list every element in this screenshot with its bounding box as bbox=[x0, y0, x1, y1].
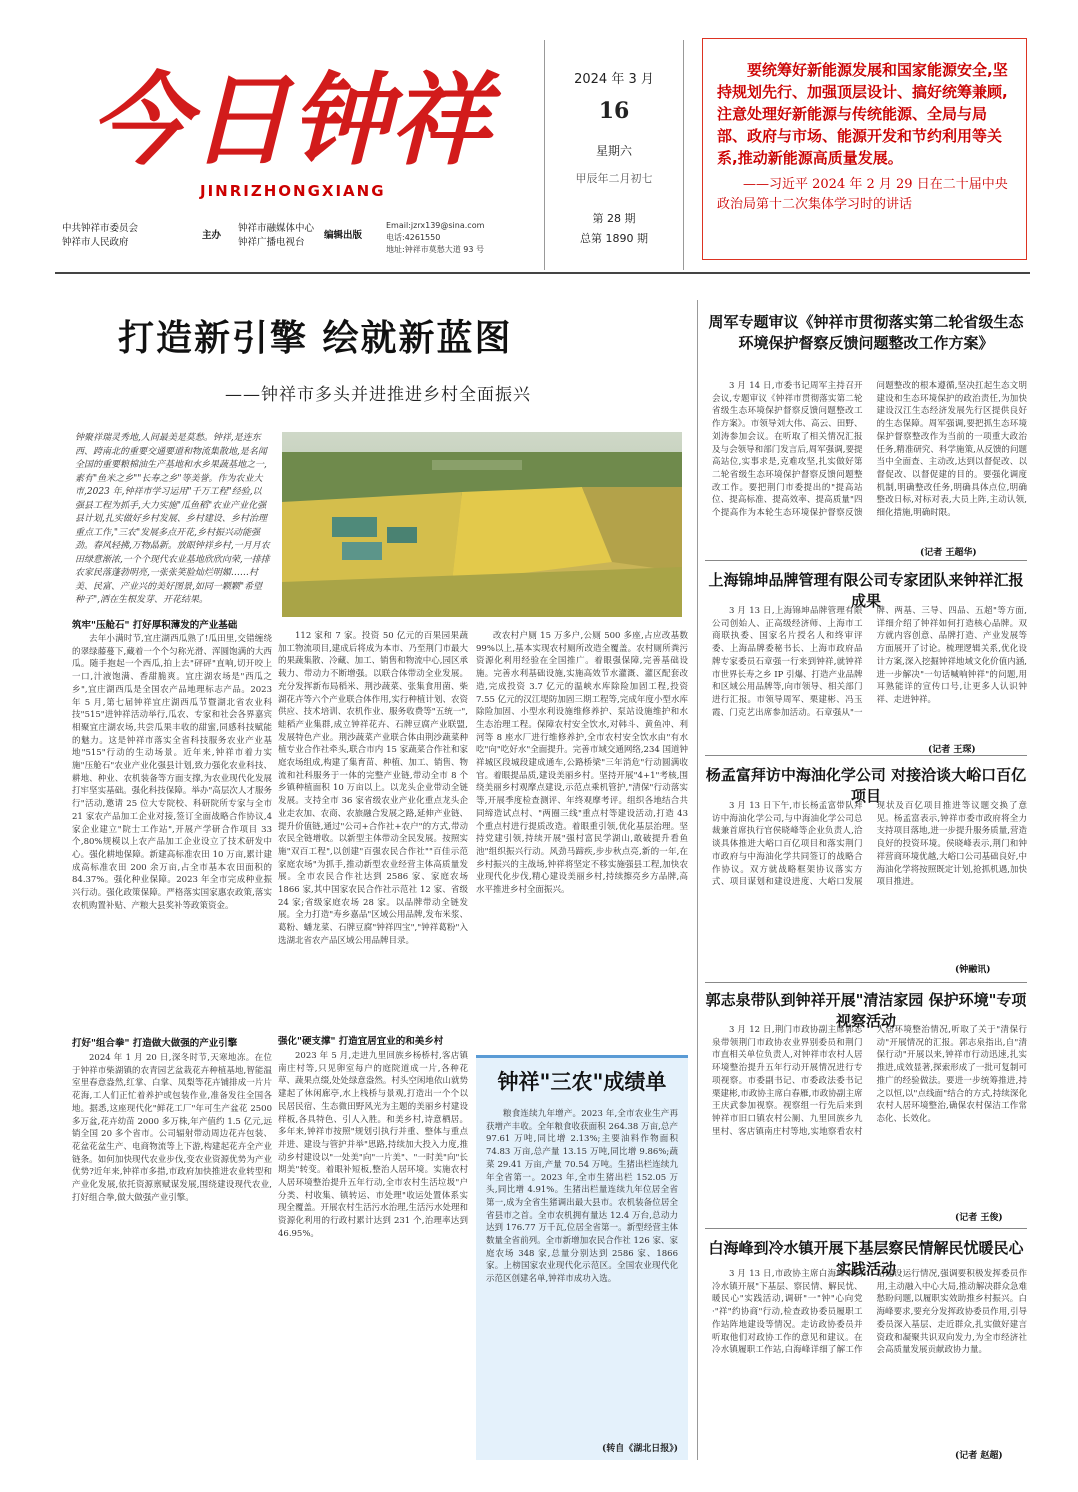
publisher-role: 编辑出版 bbox=[324, 230, 363, 241]
quote-text: 要统筹好新能源发展和国家能源安全,坚持规划先行、加强顶层设计、搞好统筹兼顾,注意处理好新能源与传统能源、全局与局部、政府与市场、能源开发和节约利用等关系,推动新能源高质量发展。 bbox=[717, 61, 1008, 167]
quote-source: ——习近平 2024 年 2 月 29 日在二十届中央政治局第十二次集体学习时的讲话 bbox=[717, 177, 1008, 212]
column-divider bbox=[697, 300, 698, 1460]
publisher-2: 钟祥广播电视台 bbox=[238, 237, 305, 248]
section-2-title: 打好"组合拳" 打造做大做强的产业引擎 bbox=[72, 1038, 238, 1049]
sannong-credit: (转自《湖北日报》) bbox=[601, 1444, 678, 1454]
masthead-divider bbox=[55, 272, 1030, 274]
right-story-2-title: 上海锦坤品牌管理有限公司专家团队来钟祥汇报成果 bbox=[708, 571, 1024, 610]
issue-number: 第 28 期 bbox=[592, 212, 636, 225]
section-1-title: 筑牢"压舱石" 打好厚积薄发的产业基础 bbox=[72, 620, 238, 631]
rule bbox=[705, 1228, 1027, 1229]
right-story-5-text: 3 月 13 日,市政协主席白海峰来到冷水镇开展"下基层、察民情、解民忧、暖民心"实践活动,调研"一"钟"心向党·"祥"约协商"行动,检查政协委员履职工作站阵地建设等情况。走访政协委员并听取他们对政协工作的意见和建议。在冷水镇履职工作站,白海峰详细了解工作站建设运行情况,强调要积极发挥委员作用,主动融入中心大局,推动解决群众急难愁盼问题,以履职实效助推乡村振兴。白海峰要求,要充分发挥政协委员作用,引导委员深入基层、走近群众,扎实做好建言资政和凝聚共识双向发力,为全市经济社会高质量发展贡献政协力量。 bbox=[712, 1269, 1027, 1356]
rule bbox=[705, 982, 1027, 983]
main-subhead: ——钟祥市多头并进推进乡村全面振兴 bbox=[225, 385, 531, 405]
contact-info bbox=[386, 220, 526, 256]
farmland-photo bbox=[282, 432, 682, 617]
main-column-3: 改农村户厕 15 万多户,公厕 500 多座,占应改基数 99%以上,基本实现农村厕所改造全覆盖。农村厕所粪污资源化利用经验在全国推广。着眼强保障,完善基础设施。完善水利基础设施,实施高效节水灌溉、灌区配套改造,完成投资 3.7 亿元的温峡水库除险加固工程,投资 7.55 亿元的汉江堤防加固三期工程等,完成年度小型水库除险加固、小型水利设施维修养护、泵站设施维护和水生态治理工程。保障农村安全饮水,对韩斗、黄鱼冲、利河等 8 座水厂进行维修养护,全市农村安全饮水由"有水吃"向"吃好水"全面提升。完善市域交通网络,234 国道钟祥城区段城段建成通车,公路桥梁"三年消危"行动圆满收官。着眼提品质,建设美丽乡村。坚持开展"4+1"考核,围绕美丽乡村观摩点建设,示范点乘机管护,"清保"行动落实等,开展季度检查测评、年终观摩考评。组织各地结合共同缔造试点村、"两圈三线"重点村等建设活动,打造 43 个重点村进行提质改造。着眼重引领,优化基层治理。坚持党建引领,持续开展"强村富民学湖山,敢破提升看鱼池"组织振兴行动。风劲马蹄疾,步步秋点亮,新的一年,在乡村振兴的主战场,钟祥将坚定不移实施强县工程,加快农业现代化步伐,精心建设美丽乡村,持续擦亮乡方品牌,高水平推进乡村全面振兴。 bbox=[476, 631, 688, 896]
sponsor-role: 主办 bbox=[202, 230, 222, 241]
right-story-3-text: 3 月 13 日下午,市长杨孟富带队拜访中海油化学公司,与中海油化学公司总裁兼首席执行官侯晓峰等企业负责人,洽谈具体推进大峪口百亿项目和落实荆门市政府与中海油化学共同签订的战略合作协议。双方就战略框架协议落实方式、项目谋划和建设进度、大峪口发展现状及百亿项目推进等议题交换了意见。杨孟富表示,钟祥市委市政府将全力支持项目落地,进一步提升服务质量,营造良好的投资环境。侯晓峰表示,荆门和钟祥营商环境优越,大峪口公司基础良好,中海油化学将按照既定计划,抢抓机遇,加快项目推进。 bbox=[712, 801, 1027, 888]
masthead-pinyin: JINRIZHONGXIANG bbox=[200, 182, 386, 200]
masthead-logo bbox=[80, 40, 490, 190]
sannong-title: 钟祥"三农"成绩单 bbox=[497, 1070, 667, 1094]
quote-box bbox=[702, 38, 1027, 260]
section-1-text: 去年小满时节,宜庄湖西瓜熟了!瓜田里,交错缠绕的翠绿藤蔓下,藏着一个个匀称光滑、浑圆饱满的大西瓜。随手抱起一个西瓜,拍上去"砰砰"直响,切开咬上一口,汁液饱满、香甜脆爽。宜庄湖农场是"西瓜之乡",宜庄湖西瓜是全国农产品地理标志产品。2023 年 5 月,第七届钟祥宜庄湖西瓜节暨湖北省农业科技"515"进钟祥活动举行,瓜农、专家和社会各界嘉宾相聚宜庄湖农场,共尝瓜果丰收的甜蜜,同感科技赋能的魅力。这是钟祥市落实全省科技服务农业产业基地"515"行动的生动场景。近年来,钟祥市着力实施"压舱石"农业产业化强县计划,致力强化农业科技、耕地、种业、农机装备等方面支撑,为农业现代化发展打牢坚实基础。强化科技保障。举办"高层次人才服务行"活动,邀请 25 位大专院校、科研院所专家与全市 21 家农产品加工企业对接,签订全面战略合作协议,4 家企业建立"院士工作站",开展产学研合作项目 33 个,80%规模以上农产品加工企业设立了技术研发中心。强化耕地保障。新建高标准农田 10 万亩,累计建成高标准农田 200 余万亩,占全市基本农田面积的 84.37%。强化种业保障。2023 年全市完成种业振兴行动。强化政策保障。严格落实国家惠农政策,落实农机购置补贴、产粮大县奖补等政策资金。 bbox=[72, 634, 272, 911]
contact-address: 地址:钟祥市莫愁大道 93 号 bbox=[386, 245, 484, 254]
right-story-1-byline: (记者 王超华) bbox=[920, 548, 977, 558]
date-day: 16 bbox=[598, 98, 630, 124]
sannong-text: 粮食连续九年增产。2023 年,全市农业生产再获增产丰收。全年粮食收获面积 264.38 万亩,总产 97.61 万吨,同比增 2.13%;主要油料作物面积 74.83 万亩,总产量 13.15 万吨,同比增 9.86%;蔬菜 29.41 万亩,产量 70.54 万吨。生猪出栏连续九年全省第一。2023 年,全市生猪出栏 152.05 万头,同比增 4.91%。生猪出栏量连续九年位居全省第一,成为全省生猪调出最大县市。农机装备位居全省县市之首。全市农机拥有量达 12.4 万台,总动力达到 176.77 万千瓦,位居全省第一。新型经营主体数量全省前列。全市新增加农民合作社 126 家、家庭农场 348 家,总量分别达到 2586 家、1866 家。上榜国家农业现代化示范区。全国农业现代化示范区创建名单,钟祥市成功入选。 bbox=[486, 1109, 678, 1285]
main-lead: 钟聚祥瑞灵秀地,人间最美是莫愁。钟祥,是连东西、跨南北的重要交通要道和物流集散地,是名闻全国的重要粮棉油生产基地和水乡果蔬基地之一,素有"鱼米之乡""长寿之乡"等美誉。作为农业大市,2023 年,钟祥市学习运用"千万工程"经验,以强县工程为抓手,大力实施"瓜鱼稻"农业产业化强县计划,扎实做好乡村发展、乡村建设、乡村治理重点工作,"三农"发展多点开花,乡村振兴动能强劲。春风轻拂,万物晶新。放眼钟祥乡村,一月月农田绿意渐浓,一个个现代农业基地欣欣向荣,一排排农家民落蓬勃明亮,一张张笑脸灿烂明媚……村美、民富、产业兴的美好图景,如同一颗颗"希望种子",洒在生根发芽、开花结果。 bbox=[75, 433, 270, 605]
date-year-month: 2024 年 3 月 bbox=[574, 72, 654, 87]
sponsor-1: 中共钟祥市委员会 bbox=[62, 223, 139, 234]
contact-phone: 电话:4261550 bbox=[386, 233, 441, 242]
right-story-4-text: 3 月 12 日,荆门市政协副主席郭志泉带领荆门市政协农业界别委员和荆门市直相关单位负责人,对钟祥市农村人居环境整治提升五年行动开展情况进行专项视察。市委副书记、市委政法委书记栗建彬,市政协主席白春雁,市政协副主席王庆武参加视察。视察组一行先后来到钟祥市旧口镇农村公厕、九里回族乡九里村、客店镇南庄村等地,实地察看农村人居环境整治情况,听取了关于"清保行动"开展情况的汇报。郭志泉指出,自"清保行动"开展以来,钟祥市行动迅速,扎实推进,成效显著,探索形成了一批可复制可推广的经验做法。要进一步统筹推进,持之以恒,以"点线面"结合的方式,持续深化农村人居环境整治,确保农村保洁工作常态化、长效化。 bbox=[712, 1025, 1027, 1137]
date-weekday: 星期六 bbox=[595, 144, 632, 158]
right-story-1-title: 周军专题审议《钟祥市贯彻落实第二轮省级生态环境保护督察反馈问题整改工作方案》 bbox=[708, 313, 1024, 352]
right-story-3-byline: (钟融讯) bbox=[955, 965, 991, 975]
logo-text: 今日钟祥 bbox=[90, 61, 490, 179]
right-story-4-byline: (记者 王俊) bbox=[955, 1213, 1003, 1223]
sponsor-2: 钟祥市人民政府 bbox=[62, 237, 129, 248]
right-story-5-byline: (记者 赵超) bbox=[955, 1451, 1003, 1461]
right-story-5-title: 白海峰到冷水镇开展下基层察民情解民忧暖民心实践活动 bbox=[708, 1239, 1024, 1278]
date-lunar: 甲辰年二月初七 bbox=[575, 172, 653, 185]
section-3-text: 2023 年 5 月,走进九里回族乡杨桥村,客店镇南庄村等,只见卵室每户的庭院道成一片,各种花草、蔬果点缀,处处绿意盎然。村头空闲地依山就势建起了休闲廊亭,水上栈桥与景观,打造出一个个以民居民宿、生态微田野风光为主题的美丽乡村建设样板,各具特色、引人入胜。和美乡村,诗意栖居。多年来,钟祥市按照"规划引执行并重、整体与重点并进、建设与管护并举"思路,持续加大投入力度,推动乡村建设以"一处美"向"一片美"、"一时美"向"长期美"转变。着眼补短板,整治人居环境。实施农村人居环境整治提升五年行动,全市农村生活垃圾"户分类、村收集、镇转运、市处理"收运处置体系实现全覆盖。开展农村生活污水治理,生活污水处理和资源化利用的行政村累计达到 231 个,治理率达到 46.95%。 bbox=[278, 1051, 468, 1239]
sannong-scorecard bbox=[476, 1055, 688, 1460]
section-2-text: 2024 年 1 月 20 日,深冬时节,天寒地冻。在位于钟祥市柴湖镇的农青园艺盆栽花卉种植基地,智能温室里春意盎然,红掌、白掌、凤梨等花卉铺排成一片片花海,工人们正忙着养护或包装作业,准备发往全国各地。据悉,这座现代化"鲜花工厂"年可生产盆花 2500 多万盆,花卉幼苗 2000 多万株,年产值约 1.5 亿元,远销全国 20 多个省市。公司辐射带动周边花卉包装、花盆花盆生产、电商物流等上下游,构建起花卉全产业链条。如何加快现代农业步伐,变农业资源优势为产业优势?近年来,钟祥市多措,市政府加快推进农业转型和产业化发展,依托资源禀赋谋发展,围绕建设现代农业,打好组合拳,做大做强产业引擎。 bbox=[72, 1053, 272, 1203]
right-story-1-text: 3 月 14 日,市委书记周军主持召开会议,专题审议《钟祥市贯彻落实第二轮省级生态环境保护督察反馈问题整改工作方案》。市领导刘大伟、高云、田野、刘涛参加会议。在听取了相关情况汇报及与会领导和部门发言后,周军强调,要提高站位,实事求是,克难攻坚,扎实做好第二轮省级生态环境保护督察反馈问题整改工作。要把荆门市委提出的"提高站位、提高标准、提高效率、提高质量"四个提高作为本轮生态环境保护督察反馈问题整改的根本遵循,坚决扛起生态文明建设和生态环境保护的政治责任,为加快建设汉江生态经济发展先行区提供良好的生态保障。周军强调,要把抓生态环境保护督察整改作为当前的一项重大政治任务,精准研究、科学施策,从反馈的问题当中全面查、主动改,达到以督促改、以督促改、以督促建的目的。要强化调度机制,明确整改任务,明确具体点位,明确整改日标,对标对表,大员上阵,主动认领,细化措施,明确时限。 bbox=[712, 381, 1027, 519]
publisher-1: 钟祥市融媒体中心 bbox=[238, 223, 315, 234]
right-story-4-title: 郭志泉带队到钟祥开展"清洁家园 保护环境"专项视察活动 bbox=[705, 991, 1027, 1030]
rule bbox=[705, 755, 1027, 756]
right-story-2-byline: (记者 王琛) bbox=[928, 745, 976, 755]
date-box bbox=[544, 40, 684, 270]
main-headline: 打造新引擎 绘就新蓝图 bbox=[118, 318, 513, 359]
rule bbox=[705, 560, 1027, 561]
right-story-2-text: 3 月 13 日,上海锦坤品牌管理有限公司创始人、正高级经济师、上海市工商联执委、国家名片授名人和终审评委、上海品牌委秘书长、上海市政府品牌专家委员石章强一行来到钟祥,就钟祥市世界长寿之乡 IP 引爆、打造产业品牌和区域公用品牌等,向市领导、相关部门进行汇报。市领导周军、栗建彬、冯玉霞、门克艺出席参加活动。石章强从"一牌、两基、三导、四品、五超"等方面,详细介绍了钟祥如何打造核心品牌。双方就内容创意、品牌打造、产业发展等方面展开了讨论。梳理逻辑关系,优化设计方案,深入挖掘钟祥地域文化价值内涵,进一步解决"一句话喊响钟祥"的问题,用耳熟能详的宣传口号,让更多人认识钟祥、走进钟祥。 bbox=[712, 606, 1027, 718]
main-column-2: 112 家和 7 家。投资 50 亿元的百果园果蔬加工物流项目,建成后将成为本市、乃至荆门市最大的果蔬集散、冷藏、加工、销售和物流中心,园区承载力、带动力不断增强。以联合体带动全业发展。充分发挥新布局稻米、荆沙蔬菜、张集食用菌、柴湖花卉等六个产业联合体作用,实行种植计划、农资供应、技术培训、农机作业、服务收费等"五统一",蛙稻产业集群,成立钟祥花卉、石牌豆腐产业联盟,发展特色产业。荆沙蔬菜产业联合体由荆沙蔬菜种植专业合作社牵头,联合市内 15 家蔬菜合作社和家庭农场组成,构建了集育苗、种植、加工、销售、物流和社科服务于一体的完整产业链,带动全市 8 个乡镇种植面积 10 万亩以上。以龙头企业带动全链发展。支持全市 36 家省级农业产业化重点龙头企业走农加、农商、农旅融合发展之路,延伸产业链、提升价值链,通过"公司+合作社+农户"的方式,带动农民全链增收。以新型主体带动全民发展。按照实施"双百工程",以创建"百强农民合作社""百佳示范家庭农场"为抓手,推动新型农业经营主体高质量发展。全市农民合作社达到 2586 家、家庭农场 1866 家,其中国家农民合作社示范社 12 家、省级 24 家;省级家庭农场 28 家。以品牌带动全链发展。全力打造"寿乡嘉品"区域公用品牌,发布米浆、葛粉、蟠龙菜、石牌豆腐"钟祥四宝","钟祥葛粉"入选湖北省农产品区域公用品牌目录。 bbox=[278, 631, 468, 946]
section-3-title: 强化"硬支撑" 打造宜居宜业的和美乡村 bbox=[278, 1036, 444, 1047]
contact-email: Email:jzrx139@sina.com bbox=[386, 221, 485, 230]
issue-total: 总第 1890 期 bbox=[580, 232, 648, 245]
right-story-3-title: 杨孟富拜访中海油化学公司 对接洽谈大峪口百亿项目 bbox=[705, 766, 1027, 805]
